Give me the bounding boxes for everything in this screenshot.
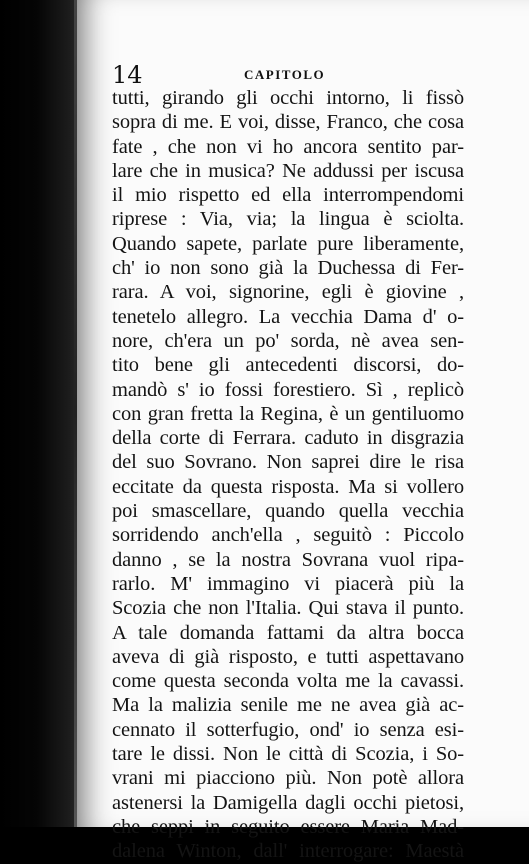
text-line: tutti, girando gli occhi intorno, li fissò <box>112 87 464 109</box>
text-line: della corte di Ferrara. caduto in disgrazia <box>112 427 464 450</box>
text-line: cennato il sotterfugio, ond' io senza esi- <box>112 718 464 741</box>
text-line: poi smascellare, quando quella vecchia <box>112 500 464 523</box>
text-line: aveva di già risposto, e tutti aspettavano <box>112 645 464 668</box>
text-line: come questa seconda volta me la cavassi. <box>112 670 464 693</box>
text-line: mandò s' io fossi forestiero. Sì , replicò <box>112 378 464 401</box>
text-line: del suo Sovrano. Non saprei dire le risa <box>112 451 464 474</box>
page-number: 14 <box>112 61 143 89</box>
text-line: Quando sapete, parlate pure liberamente, <box>112 232 464 255</box>
text-line: nore, ch'era un po' sorda, nè avea sen- <box>112 329 464 352</box>
text-line: vrani mi piacciono più. Non potè allora <box>112 767 464 790</box>
text-line: ch' io non sono già la Duchessa di Fer- <box>112 257 464 280</box>
running-head: CAPITOLO <box>244 67 326 82</box>
text-line: rara. A voi, signorine, egli è giovine , <box>112 281 464 304</box>
text-line: dalena Winton, dall' interrogare: Maestà <box>112 840 464 863</box>
text-line: che seppi in seguito essere Maria Mad- <box>112 815 464 838</box>
text-line: fate , che non vi ho ancora sentito par- <box>112 135 464 158</box>
text-line: con gran fretta la Regina, è un gentiluomo <box>112 402 464 425</box>
text-line: tito bene gli antecedenti discorsi, do- <box>112 354 464 377</box>
text-line: tare le dissi. Non le città di Scozia, i So- <box>112 743 464 766</box>
text-line: Scozia che non l'Italia. Qui stava il punto. <box>112 597 464 620</box>
text-line: A tale domanda fattami da altra bocca <box>112 621 464 644</box>
text-line: danno , se la nostra Sovrana vuol ripa- <box>112 548 464 571</box>
text-line: il mio rispetto ed ella interrompendomi <box>112 184 464 207</box>
text-line: Ma la malizia senile me ne avea già ac- <box>112 694 464 717</box>
text-line: sorridendo anch'ella , seguitò : Piccolo <box>112 524 464 547</box>
text-line: riprese : Via, via; la lingua è sciolta. <box>112 208 464 231</box>
text-line: tenetelo allegro. La vecchia Dama d' o- <box>112 305 464 328</box>
body-text <box>112 86 464 864</box>
text-line: rarlo. M' immagino vi piacerà più la <box>112 572 464 595</box>
text-line: sopra di me. E voi, disse, Franco, che cosa <box>112 111 464 134</box>
text-line: astenersi la Damigella dagli occhi pietosi, <box>112 791 464 814</box>
page-edge <box>74 0 77 827</box>
text-line: lare che in musica? Ne addussi per iscusa <box>112 159 464 182</box>
text-line: eccitate da questa risposta. Ma si vollero <box>112 475 464 498</box>
